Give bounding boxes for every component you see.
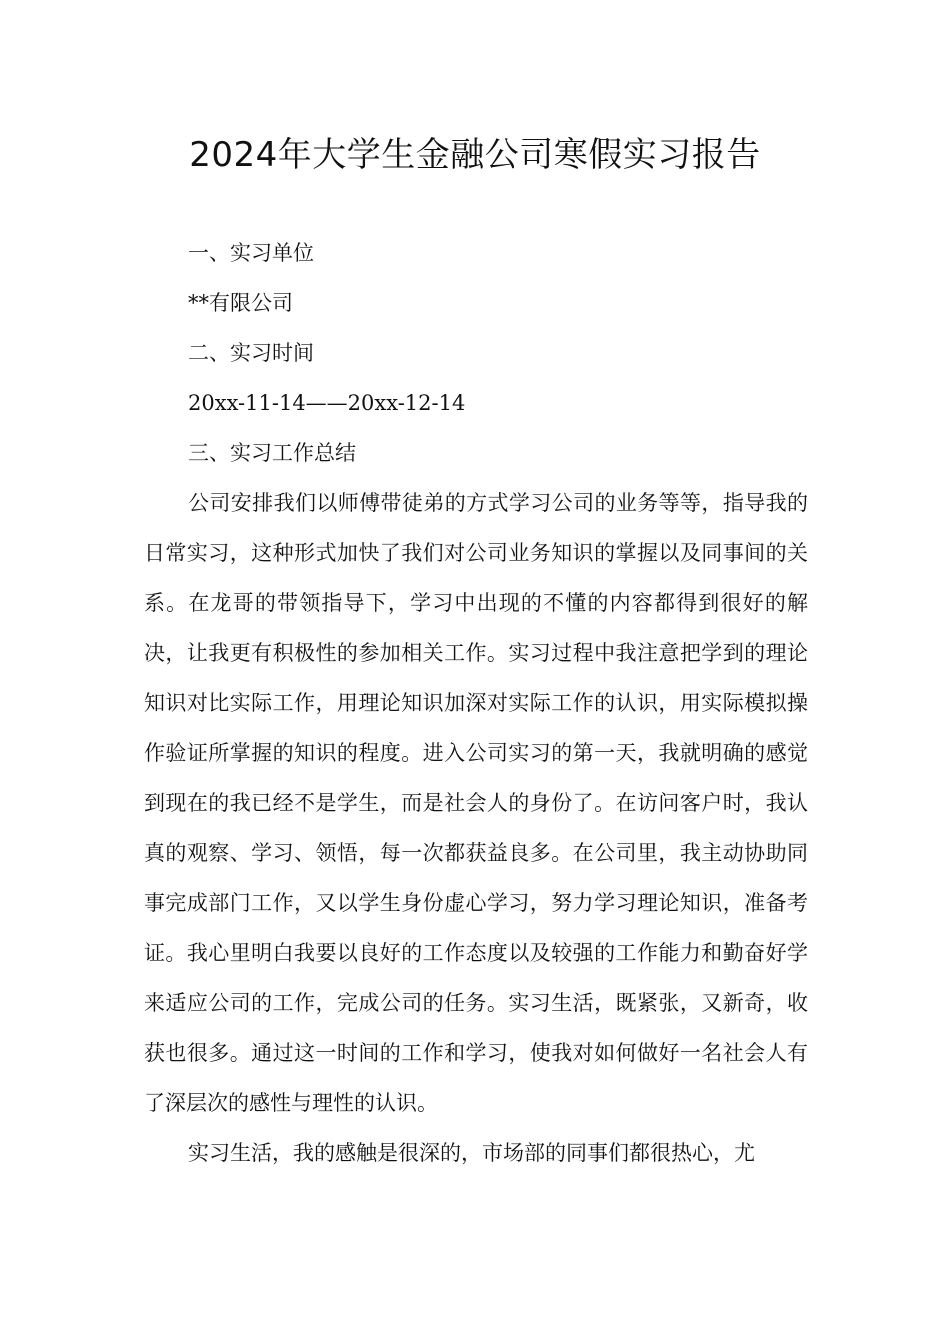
section-heading-work-summary: 三、实习工作总结 [188, 441, 356, 465]
body-paragraph: 公司安排我们以师傅带徒弟的方式学习公司的业务等等，指导我的日常实习，这种形式加快了我们对公司业务知识的掌握以及同事间的关系。在龙哥的带领指导下，学习中出现的不懂的内容都得到很好的解决，让我更有积极性的参加相关工作。实习过程中我注意把学到的理论知识对比实际工作，用理论知识加深对实际工作的认识，用实际模拟操作验证所掌握的知识的程度。进入公司实习的第一天，我就明确的感觉到现在的我已经不是学生，而是社会人的身份了。在访问客户时，我认真的观察、学习、领悟，每一次都获益良多。在公司里，我主动协助同事完成部门工作，又以学生身份虚心学习，努力学习理论知识，准备考证。我心里明白我要以良好的工作态度以及较强的工作能力和勤奋好学来适应公司的工作，完成公司的任务。实习生活，既紧张，又新奇，收获也很多。通过这一时间的工作和学习，使我对如何做好一名社会人有了深层次的感性与理性的认识。 [144, 491, 808, 1115]
document-body [144, 228, 808, 1178]
section-heading-internship-time: 二、实习时间 [188, 341, 314, 365]
document-title: 2024年大学生金融公司寒假实习报告 [189, 135, 761, 175]
internship-unit-value: **有限公司 [188, 291, 293, 315]
section-heading-internship-unit: 一、实习单位 [188, 241, 314, 265]
body-paragraph: 实习生活，我的感触是很深的，市场部的同事们都很热心，尤 [188, 1141, 755, 1165]
internship-time-value: 20xx-11-14——20xx-12-14 [188, 391, 466, 415]
